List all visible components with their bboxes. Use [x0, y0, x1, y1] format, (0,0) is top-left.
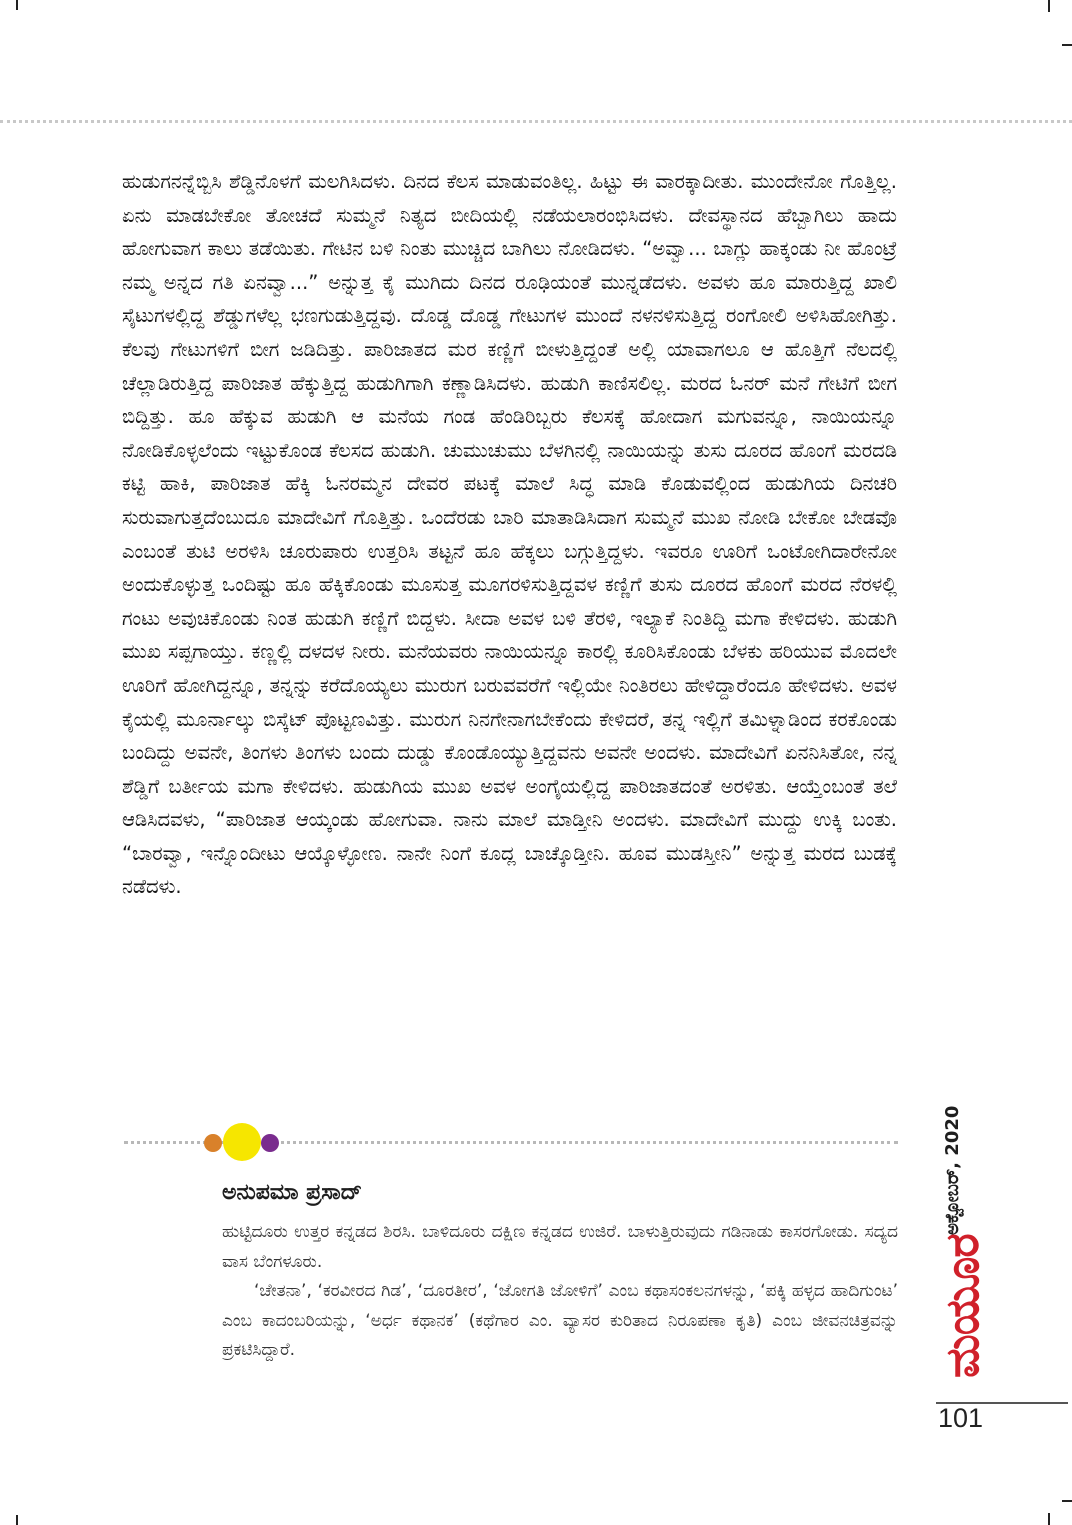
page-number: 101 [938, 1403, 984, 1433]
yellow-dot-icon [223, 1123, 261, 1161]
section-divider-ornament [124, 1128, 898, 1158]
author-bio-line-1: ಹುಟ್ಟಿದೂರು ಉತ್ತರ ಕನ್ನಡದ ಶಿರಸಿ. ಬಾಳಿದೂರು ದಕ್ಷಿಣ ಕನ್ನಡದ ಉಜಿರೆ. ಬಾಳುತ್ತಿರುವುದು ಗಡಿನಾಡು ಕಾಸರಗೋಡು. ಸದ್ಯದ ವಾಸ ಬೆಂಗಳೂರು. [222, 1222, 898, 1272]
purple-dot-icon [261, 1134, 279, 1152]
story-paragraph: ಹುಡುಗನನ್ನೆಬ್ಬಿಸಿ ಶೆಡ್ಡಿನೊಳಗೆ ಮಲಗಿಸಿದಳು. ದಿನದ ಕೆಲಸ ಮಾಡುವಂತಿಲ್ಲ. ಹಿಟ್ಟು ಈ ವಾರಕ್ಕಾದೀತು. ಮುಂದೇನೋ ಗೊತ್ತಿಲ್ಲ. ಏನು ಮಾಡಬೇಕೋ ತೋಚದೆ ಸುಮ್ಮನೆ ನಿತ್ಯದ ಬೀದಿಯಲ್ಲಿ ನಡೆಯಲಾರಂಭಿಸಿದಳು. ದೇವಸ್ಥಾನದ ಹೆಬ್ಬಾಗಿಲು ಹಾದು ಹೋಗುವಾಗ ಕಾಲು ತಡೆಯಿತು. ಗೇಟಿನ ಬಳಿ ನಿಂತು ಮುಚ್ಚಿದ ಬಾಗಿಲು ನೋಡಿದಳು. “ಅವ್ವಾ... ಬಾಗ್ಲು ಹಾಕ್ಕಂಡು ನೀ ಹೊಂಟ್ರೆ ನಮ್ಮ ಅನ್ನದ ಗತಿ ಏನವ್ವಾ...” ಅನ್ನುತ್ತ ಕೈ ಮುಗಿದು ದಿನದ ರೂಢಿಯಂತೆ ಮುನ್ನಡೆದಳು. ಅವಳು ಹೂ ಮಾರುತ್ತಿದ್ದ ಖಾಲಿ ಸೈಟುಗಳಲ್ಲಿದ್ದ ಶೆಡ್ಡುಗಳೆಲ್ಲ ಭಣಗುಡುತ್ತಿದ್ದವು. ದೊಡ್ಡ ದೊಡ್ಡ ಗೇಟುಗಳ ಮುಂದೆ ನಳನಳಿಸುತ್ತಿದ್ದ ರಂಗೋಲಿ ಅಳಿಸಿಹೋಗಿತ್ತು. ಕೆಲವು ಗೇಟುಗಳಿಗೆ ಬೀಗ ಜಡಿದಿತ್ತು. ಪಾರಿಜಾತದ ಮರ ಕಣ್ಣಿಗೆ ಬೀಳುತ್ತಿದ್ದಂತೆ ಅಲ್ಲಿ ಯಾವಾಗಲೂ ಆ ಹೊತ್ತಿಗೆ ನೆಲದಲ್ಲಿ ಚೆಲ್ಲಾಡಿರುತ್ತಿದ್ದ ಪಾರಿಜಾತ ಹೆಕ್ಕುತ್ತಿದ್ದ ಹುಡುಗಿಗಾಗಿ ಕಣ್ಣಾಡಿಸಿದಳು. ಹುಡುಗಿ ಕಾಣಿಸಲಿಲ್ಲ. ಮರದ ಓನರ್ ಮನೆ ಗೇಟಿಗೆ ಬೀಗ ಬಿದ್ದಿತ್ತು. ಹೂ ಹೆಕ್ಕುವ ಹುಡುಗಿ ಆ ಮನೆಯ ಗಂಡ ಹೆಂಡಿರಿಬ್ಬರು ಕೆಲಸಕ್ಕೆ ಹೋದಾಗ ಮಗುವನ್ನೂ, ನಾಯಿಯನ್ನೂ ನೋಡಿಕೊಳ್ಳಲೆಂದು ಇಟ್ಟುಕೊಂಡ ಕೆಲಸದ ಹುಡುಗಿ. ಚುಮುಚುಮು ಬೆಳಗಿನಲ್ಲಿ ನಾಯಿಯನ್ನು ತುಸು ದೂರದ ಹೊಂಗೆ ಮರದಡಿ ಕಟ್ಟಿ ಹಾಕಿ, ಪಾರಿಜಾತ ಹೆಕ್ಕಿ ಓನರಮ್ಮನ ದೇವರ ಪಟಕ್ಕೆ ಮಾಲೆ ಸಿದ್ಧ ಮಾಡಿ ಕೊಡುವಲ್ಲಿಂದ ಹುಡುಗಿಯ ದಿನಚರಿ ಸುರುವಾಗುತ್ತದೆಂಬುದೂ ಮಾದೇವಿಗೆ ಗೊತ್ತಿತ್ತು. ಒಂದೆರಡು ಬಾರಿ ಮಾತಾಡಿಸಿದಾಗ ಸುಮ್ಮನೆ ಮುಖ ನೋಡಿ ಬೇಕೋ ಬೇಡವೊ ಎಂಬಂತೆ ತುಟಿ ಅರಳಿಸಿ ಚೂರುಪಾರು ಉತ್ತರಿಸಿ ತಟ್ಟನೆ ಹೂ ಹೆಕ್ಕಲು ಬಗ್ಗುತ್ತಿದ್ದಳು. ಇವರೂ ಊರಿಗೆ ಒಂಟೋಗಿದಾರೇನೋ ಅಂದುಕೊಳ್ಳುತ್ತ ಒಂದಿಷ್ಟು ಹೂ ಹೆಕ್ಕಿಕೊಂಡು ಮೂಸುತ್ತ ಮೂಗರಳಿಸುತ್ತಿದ್ದವಳ ಕಣ್ಣಿಗೆ ತುಸು ದೂರದ ಹೊಂಗೆ ಮರದ ನೆರಳಲ್ಲಿ ಗಂಟು ಅವುಚಿಕೊಂಡು ನಿಂತ ಹುಡುಗಿ ಕಣ್ಣಿಗೆ ಬಿದ್ದಳು. ಸೀದಾ ಅವಳ ಬಳಿ ತೆರಳಿ, ಇಲ್ಯಾಕೆ ನಿಂತಿದ್ದಿ ಮಗಾ ಕೇಳಿದಳು. ಹುಡುಗಿ ಮುಖ ಸಪ್ಪಗಾಯ್ತು. ಕಣ್ಣಲ್ಲಿ ದಳದಳ ನೀರು. ಮನೆಯವರು ನಾಯಿಯನ್ನೂ ಕಾರಲ್ಲಿ ಕೂರಿಸಿಕೊಂಡು ಬೆಳಕು ಹರಿಯುವ ಮೊದಲೇ ಊರಿಗೆ ಹೋಗಿದ್ದನ್ನೂ, ತನ್ನನ್ನು ಕರೆದೊಯ್ಯಲು ಮುರುಗ ಬರುವವರೆಗೆ ಇಲ್ಲಿಯೇ ನಿಂತಿರಲು ಹೇಳಿದ್ದಾರೆಂದೂ ಹೇಳಿದಳು. ಅವಳ ಕೈಯಲ್ಲಿ ಮೂರ್ನಾಲ್ಕು ಬಿಸ್ಕೆಟ್ ಪೊಟ್ಟಣವಿತ್ತು. ಮುರುಗ ನಿನಗೇನಾಗಬೇಕೆಂದು ಕೇಳಿದರೆ, ತನ್ನ ಇಲ್ಲಿಗೆ ತಮಿಳ್ನಾಡಿಂದ ಕರಕೊಂಡು ಬಂದಿದ್ದು ಅವನೇ, ತಿಂಗಳು ತಿಂಗಳು ಬಂದು ದುಡ್ಡು ಕೊಂಡೊಯ್ಯುತ್ತಿದ್ದವನು ಅವನೇ ಅಂದಳು. ಮಾದೇವಿಗೆ ಏನನಿಸಿತೋ, ನನ್ನ ಶೆಡ್ಡಿಗೆ ಬರ್ತೀಯ ಮಗಾ ಕೇಳಿದಳು. ಹುಡುಗಿಯ ಮುಖ ಅವಳ ಅಂಗೈಯಲ್ಲಿದ್ದ ಪಾರಿಜಾತದಂತೆ ಅರಳಿತು. ಆಯ್ತೆಂಬಂತೆ ತಲೆ ಆಡಿಸಿದವಳು, “ಪಾರಿಜಾತ ಆಯ್ಕಂಡು ಹೋಗುವಾ. ನಾನು ಮಾಲೆ ಮಾಡ್ತೀನಿ ಅಂದಳು. ಮಾದೇವಿಗೆ ಮುದ್ದು ಉಕ್ಕಿ ಬಂತು. “ಬಾರವ್ವಾ, ಇನ್ನೊಂದೀಟು ಆಯ್ಕೊಳ್ಳೋಣ. ನಾನೇ ನಿಂಗೆ ಕೂದ್ಲ ಬಾಚ್ಕೊಡ್ತೀನಿ. ಹೂವ ಮುಡಸ್ತೀನಿ” ಅನ್ನುತ್ತ ಮರದ ಬುಡಕ್ಕೆ ನಡೆದಳು. [122, 170, 897, 899]
crop-mark-bottom-right [1048, 1513, 1050, 1525]
author-bio [222, 1218, 898, 1366]
magazine-logo: ಮಯೂರ [935, 1234, 989, 1378]
orange-dot-icon [204, 1134, 222, 1152]
crop-mark-bottom-left [16, 1515, 18, 1525]
crop-mark-top-left [16, 0, 18, 10]
crop-mark-right-upper [1062, 44, 1072, 46]
top-dotted-rule [0, 120, 1072, 123]
author-bio-line-2: ‘ಚೇತನಾ’, ‘ಕರವೀರದ ಗಿಡ’, ‘ದೂರತೀರ’, ‘ಜೋಗತಿ ಜೋಳಿಗೆ’ ಎಂಬ ಕಥಾಸಂಕಲನಗಳನ್ನು, ‘ಪಕ್ಕಿ ಹಳ್ಳದ ಹಾದಿಗುಂಟ’ ಎಂಬ ಕಾದಂಬರಿಯನ್ನು, ‘ಅರ್ಧ ಕಥಾನಕ’ (ಕಥೆಗಾರ ಎಂ. ವ್ಯಾಸರ ಕುರಿತಾದ ನಿರೂಪಣಾ ಕೃತಿ) ಎಂಬ ಜೀವನಚಿತ್ರವನ್ನು ಪ್ರಕಟಿಸಿದ್ದಾರೆ. [222, 1281, 898, 1360]
issue-date: ಅಕ್ಟೋಬರ್, 2020 [942, 1105, 963, 1235]
author-name: ಅನುಪಮಾ ಪ್ರಸಾದ್ [222, 1180, 363, 1205]
crop-mark-top-right [1048, 0, 1050, 12]
crop-mark-right-lower [1062, 1500, 1072, 1502]
